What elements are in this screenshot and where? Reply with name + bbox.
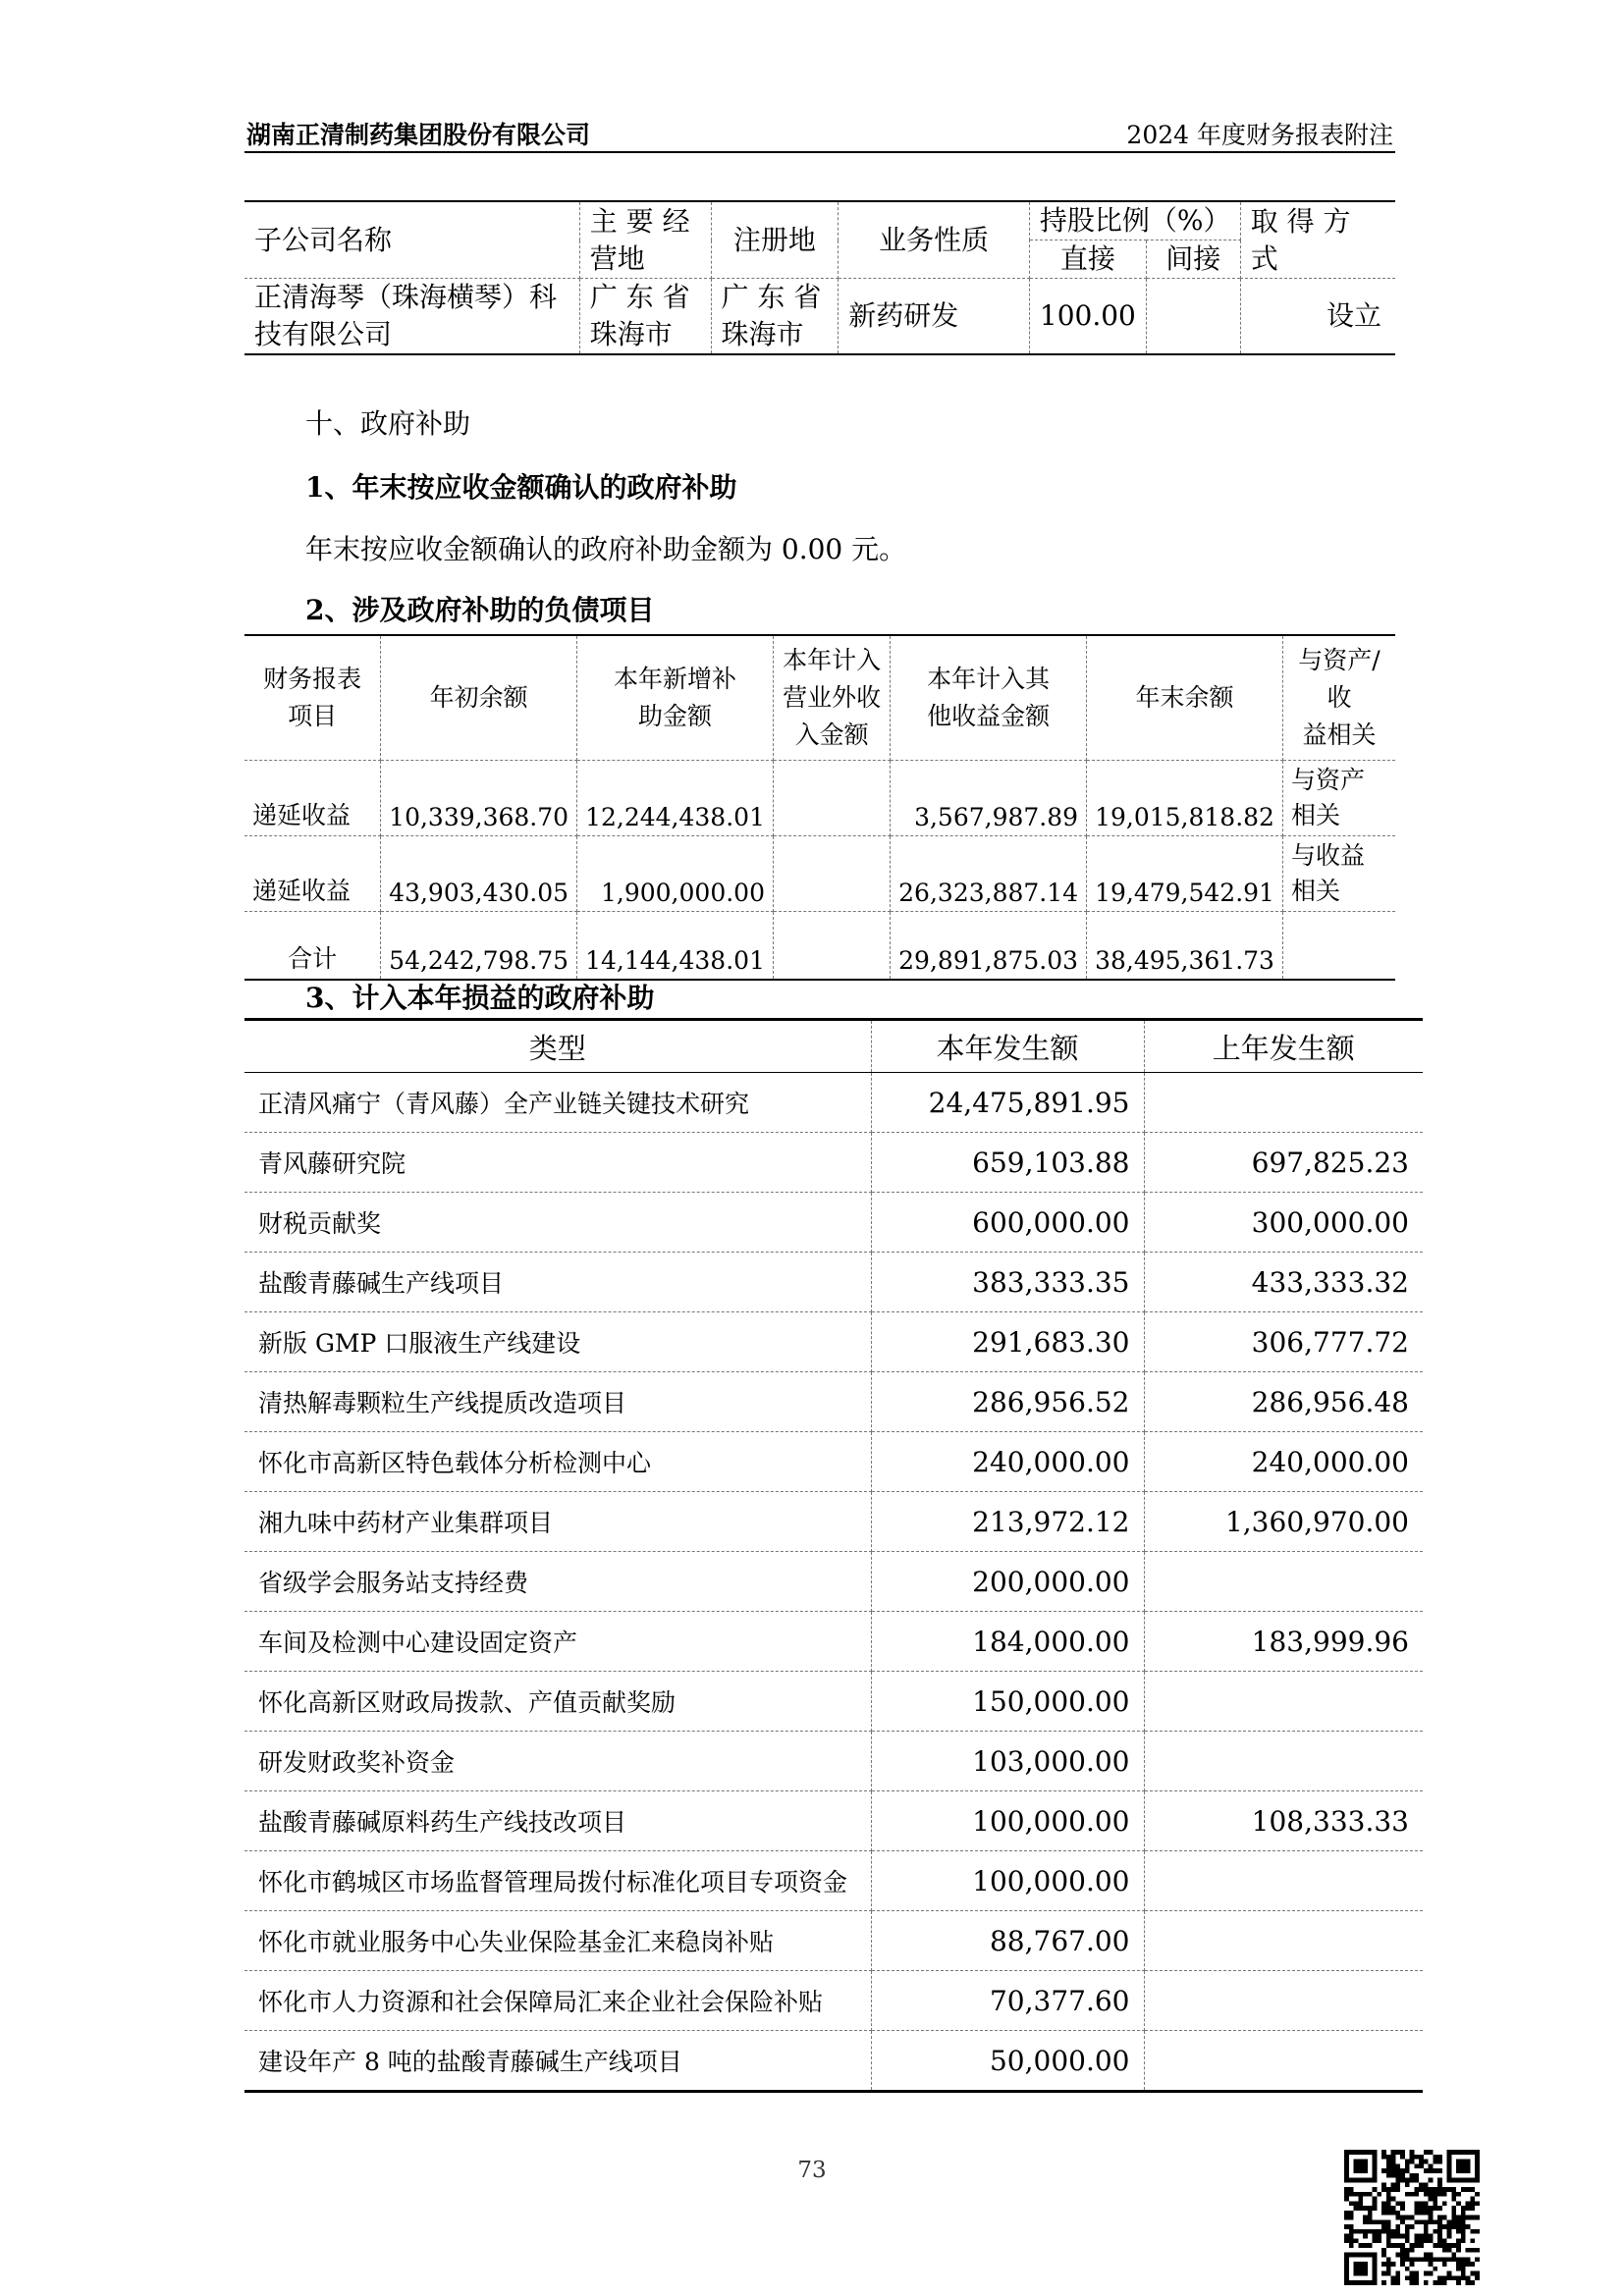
cell-related — [1282, 912, 1395, 981]
header-registered: 注册地 — [711, 201, 839, 279]
page-number: 73 — [797, 2158, 827, 2183]
subsidiary-name — [244, 279, 579, 355]
cell-current: 600,000.00 — [871, 1193, 1144, 1253]
liability-table — [244, 634, 1395, 981]
subsection-2-title: 2、涉及政府补助的负债项目 — [305, 594, 655, 626]
header-shareholding: 持股比例（%） — [1029, 201, 1240, 240]
header-other-line2: 他收益金额 — [927, 702, 1051, 730]
cell-current: 88,767.00 — [871, 1911, 1144, 1971]
cell-prior: 108,333.33 — [1144, 1791, 1423, 1851]
cell-current: 213,972.12 — [871, 1492, 1144, 1552]
cell-type: 清热解毒颗粒生产线提质改造项目 — [244, 1372, 871, 1432]
subsidiary-business: 新药研发 — [839, 279, 1030, 355]
header-new-line2: 助金额 — [638, 702, 713, 730]
cell-type: 财税贡献奖 — [244, 1193, 871, 1253]
cell-current: 50,000.00 — [871, 2031, 1144, 2092]
cell-other: 26,323,887.14 — [891, 836, 1087, 912]
header-nonop-line2: 营业外收 — [783, 683, 882, 712]
cell-type: 盐酸青藤碱原料药生产线技改项目 — [244, 1791, 871, 1851]
cell-opening: 43,903,430.05 — [381, 836, 577, 912]
header-closing: 年末余额 — [1087, 635, 1283, 761]
cell-closing: 19,479,542.91 — [1087, 836, 1283, 912]
cell-type: 怀化市人力资源和社会保障局汇来企业社会保险补贴 — [244, 1971, 871, 2031]
table-row — [244, 1672, 1423, 1732]
section-title: 十、政府补助 — [305, 407, 471, 440]
cell-item: 递延收益 — [244, 836, 381, 912]
table-row — [244, 761, 1395, 836]
cell-new: 14,144,438.01 — [577, 912, 774, 981]
cell-current: 200,000.00 — [871, 1552, 1144, 1612]
table-row — [244, 1312, 1423, 1372]
cell-related: 与资产相关 — [1282, 761, 1395, 836]
subsidiary-name-line1: 正清海琴（珠海横琴）科 — [254, 281, 558, 313]
cell-current: 70,377.60 — [871, 1971, 1144, 2031]
cell-closing: 38,495,361.73 — [1087, 912, 1283, 981]
cell-new: 1,900,000.00 — [577, 836, 774, 912]
cell-prior — [1144, 1911, 1423, 1971]
header-new-line1: 本年新增补 — [614, 665, 737, 693]
qr-code-icon — [1344, 2150, 1480, 2285]
report-title: 2024 年度财务报表附注 — [1126, 121, 1393, 149]
cell-prior: 697,825.23 — [1144, 1133, 1423, 1193]
cell-prior: 1,360,970.00 — [1144, 1492, 1423, 1552]
header-related — [1282, 635, 1395, 761]
header-direct: 直接 — [1029, 240, 1146, 279]
cell-current: 286,956.52 — [871, 1372, 1144, 1432]
header-item-line1: 财务报表 — [263, 665, 362, 693]
page-header — [244, 114, 1395, 153]
table-row — [244, 1971, 1423, 2031]
cell-current: 24,475,891.95 — [871, 1073, 1144, 1133]
header-acquisition-line2: 式 — [1250, 241, 1278, 275]
cell-type: 怀化高新区财政局拨款、产值贡献奖励 — [244, 1672, 871, 1732]
cell-current: 184,000.00 — [871, 1612, 1144, 1672]
subsidiary-direct: 100.00 — [1029, 279, 1146, 355]
table-row — [244, 1253, 1423, 1312]
subsection-1-title: 1、年末按应收金额确认的政府补助 — [305, 471, 737, 504]
cell-prior — [1144, 1552, 1423, 1612]
header-indirect: 间接 — [1146, 240, 1240, 279]
table-header-row — [244, 635, 1395, 761]
table-row — [244, 1372, 1423, 1432]
subsidiary-location — [579, 279, 711, 355]
table-row — [244, 1851, 1423, 1911]
table-row — [244, 912, 1395, 981]
cell-current: 240,000.00 — [871, 1432, 1144, 1492]
header-location — [579, 201, 711, 279]
table-row — [244, 836, 1395, 912]
table-row — [244, 2031, 1423, 2092]
cell-prior: 306,777.72 — [1144, 1312, 1423, 1372]
cell-current: 383,333.35 — [871, 1253, 1144, 1312]
header-nonop — [773, 635, 890, 761]
header-location-line2: 营地 — [589, 241, 645, 275]
cell-type: 湘九味中药材产业集群项目 — [244, 1492, 871, 1552]
cell-current: 659,103.88 — [871, 1133, 1144, 1193]
cell-prior: 240,000.00 — [1144, 1432, 1423, 1492]
cell-prior — [1144, 1073, 1423, 1133]
cell-type: 怀化市高新区特色载体分析检测中心 — [244, 1432, 871, 1492]
cell-prior: 300,000.00 — [1144, 1193, 1423, 1253]
subsidy-table — [244, 1018, 1423, 2093]
cell-prior — [1144, 2031, 1423, 2092]
header-new — [577, 635, 774, 761]
cell-item: 递延收益 — [244, 761, 381, 836]
cell-opening: 54,242,798.75 — [381, 912, 577, 981]
cell-type: 省级学会服务站支持经费 — [244, 1552, 871, 1612]
subsidiary-registered-line2: 珠海市 — [721, 318, 804, 350]
cell-prior: 286,956.48 — [1144, 1372, 1423, 1432]
subsidiary-table — [244, 200, 1395, 355]
cell-current: 100,000.00 — [871, 1851, 1144, 1911]
header-location-line1: 主 要 经 — [589, 204, 690, 238]
header-item — [244, 635, 381, 761]
subsidiary-indirect — [1146, 279, 1240, 355]
subsidiary-registered-line1: 广 东 省 — [721, 281, 822, 313]
subsidy-table-body — [244, 1073, 1423, 2092]
subsidiary-location-line2: 珠海市 — [589, 318, 673, 350]
cell-item: 合计 — [244, 912, 381, 981]
cell-prior: 433,333.32 — [1144, 1253, 1423, 1312]
table-row — [244, 1791, 1423, 1851]
header-acquisition — [1240, 201, 1395, 279]
cell-current: 291,683.30 — [871, 1312, 1144, 1372]
header-related-line2: 益相关 — [1302, 721, 1377, 749]
table-row — [244, 1492, 1423, 1552]
cell-type: 车间及检测中心建设固定资产 — [244, 1612, 871, 1672]
cell-other: 29,891,875.03 — [891, 912, 1087, 981]
cell-nonop — [773, 761, 890, 836]
cell-current: 150,000.00 — [871, 1672, 1144, 1732]
subsection-1-text: 年末按应收金额确认的政府补助金额为 0.00 元。 — [305, 533, 907, 565]
header-other-line1: 本年计入其 — [927, 665, 1051, 693]
table-row — [244, 1612, 1423, 1672]
subsidiary-registered — [711, 279, 839, 355]
header-item-line2: 项目 — [288, 702, 338, 730]
cell-closing: 19,015,818.82 — [1087, 761, 1283, 836]
table-row — [244, 1432, 1423, 1492]
header-other — [891, 635, 1087, 761]
header-business: 业务性质 — [839, 201, 1030, 279]
cell-current: 100,000.00 — [871, 1791, 1144, 1851]
cell-prior: 183,999.96 — [1144, 1612, 1423, 1672]
company-name: 湖南正清制药集团股份有限公司 — [246, 121, 591, 149]
subsidiary-name-line2: 技有限公司 — [254, 318, 393, 350]
subsidiary-location-line1: 广 东 省 — [589, 281, 690, 313]
cell-other: 3,567,987.89 — [891, 761, 1087, 836]
cell-type: 研发财政奖补资金 — [244, 1732, 871, 1791]
header-prior: 上年发生额 — [1144, 1020, 1423, 1073]
cell-type: 建设年产 8 吨的盐酸青藤碱生产线项目 — [244, 2031, 871, 2092]
header-nonop-line3: 入金额 — [794, 721, 869, 749]
cell-prior — [1144, 1672, 1423, 1732]
cell-prior — [1144, 1732, 1423, 1791]
table-row — [244, 1193, 1423, 1253]
subsidiary-acquisition: 设立 — [1240, 279, 1395, 355]
header-current: 本年发生额 — [871, 1020, 1144, 1073]
cell-nonop — [773, 836, 890, 912]
table-row — [244, 1073, 1423, 1133]
cell-opening: 10,339,368.70 — [381, 761, 577, 836]
cell-type: 怀化市鹤城区市场监督管理局拨付标准化项目专项资金 — [244, 1851, 871, 1911]
header-subsidiary-name: 子公司名称 — [244, 201, 579, 279]
header-type: 类型 — [244, 1020, 871, 1073]
table-row — [244, 1911, 1423, 1971]
header-opening: 年初余额 — [381, 635, 577, 761]
table-row — [244, 1552, 1423, 1612]
table-header-row — [244, 1020, 1423, 1073]
header-nonop-line1: 本年计入 — [783, 646, 882, 674]
cell-prior — [1144, 1851, 1423, 1911]
subsection-3-title: 3、计入本年损益的政府补助 — [305, 982, 655, 1014]
cell-prior — [1144, 1971, 1423, 2031]
cell-nonop — [773, 912, 890, 981]
cell-type: 青风藤研究院 — [244, 1133, 871, 1193]
cell-type: 新版 GMP 口服液生产线建设 — [244, 1312, 871, 1372]
cell-type: 盐酸青藤碱生产线项目 — [244, 1253, 871, 1312]
table-row — [244, 1133, 1423, 1193]
cell-type: 怀化市就业服务中心失业保险基金汇来稳岗补贴 — [244, 1911, 871, 1971]
cell-new: 12,244,438.01 — [577, 761, 774, 836]
cell-type: 正清风痛宁（青风藤）全产业链关键技术研究 — [244, 1073, 871, 1133]
cell-related: 与收益相关 — [1282, 836, 1395, 912]
header-acquisition-line1: 取 得 方 — [1250, 204, 1351, 238]
table-row — [244, 1732, 1423, 1791]
cell-current: 103,000.00 — [871, 1732, 1144, 1791]
table-row — [244, 279, 1395, 355]
header-related-line1: 与资产/收 — [1298, 646, 1380, 712]
